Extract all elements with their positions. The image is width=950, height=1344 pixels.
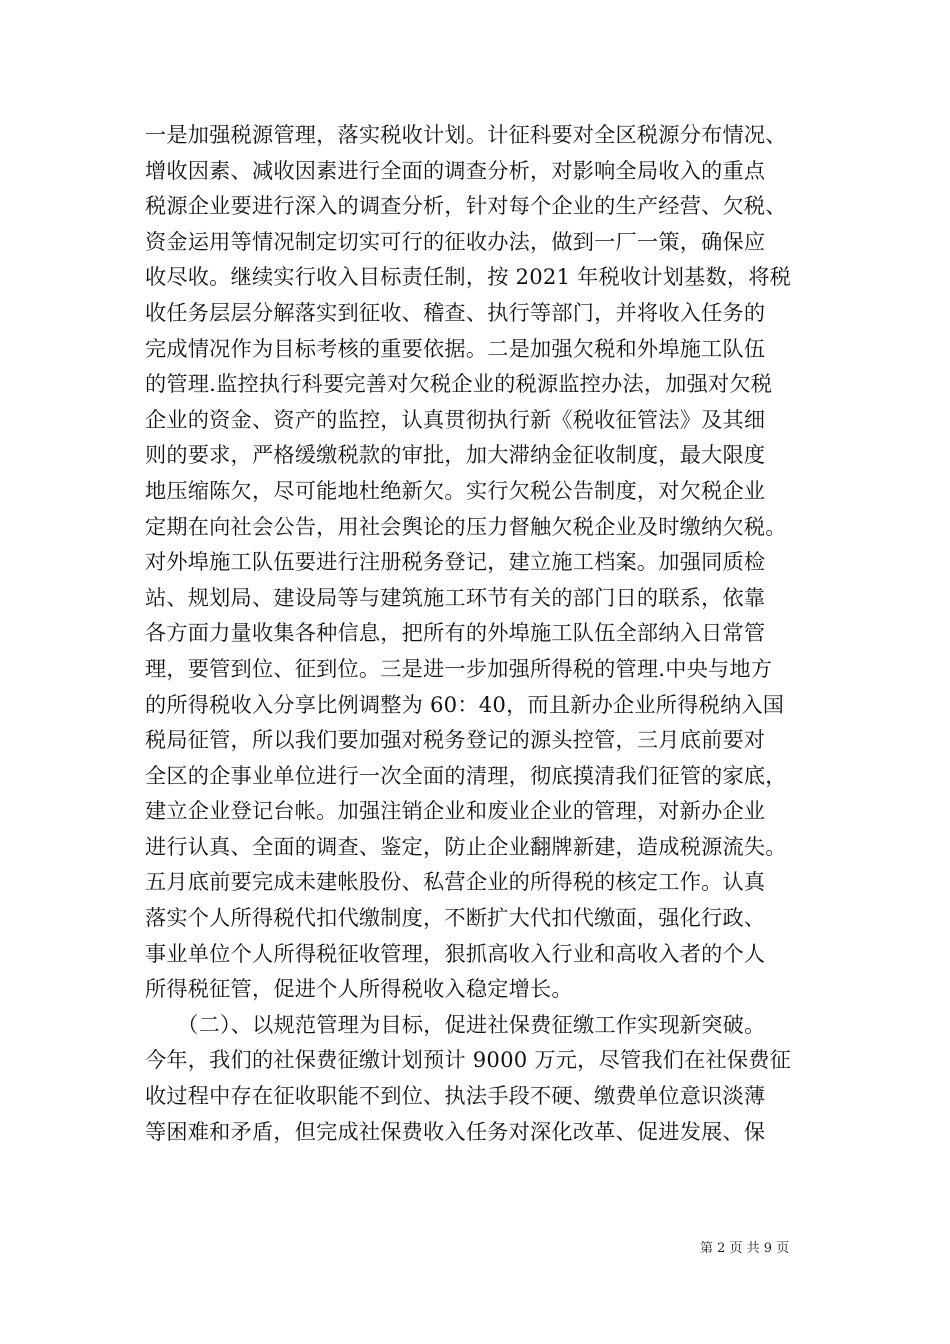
text-line: 地压缩陈欠，尽可能地杜绝新欠。实行欠税公告制度，对欠税企业 [145, 477, 766, 503]
text-line: 则的要求，严格缓缴税款的审批，加大滞纳金征收制度，最大限度 [145, 442, 766, 468]
text-line: 收尽收。继续实行收入目标责任制，按 2021 年税收计划基数，将税 [145, 264, 792, 290]
text-line: 的所得税收入分享比例调整为 60：40，而且新办企业所得税纳入国 [145, 691, 785, 717]
section-heading-line: （二）、以规范管理为目标，促进社保费征缴工作实现新突破。 [145, 1011, 766, 1037]
text-line: 落实个人所得税代扣代缴制度，不断扩大代扣代缴面，强化行政、 [145, 905, 766, 931]
text-line: 税局征管，所以我们要加强对税务登记的源头控管，三月底前要对 [145, 727, 766, 753]
text-line: 完成情况作为目标考核的重要依据。二是加强欠税和外埠施工队伍 [145, 335, 766, 361]
text-line: 建立企业登记台帐。加强注销企业和废业企业的管理，对新办企业 [145, 798, 766, 824]
text-line: 五月底前要完成未建帐股份、私营企业的所得税的核定工作。认真 [145, 869, 766, 895]
text-line: 企业的资金、资产的监控，认真贯彻执行新《税收征管法》及其细 [145, 406, 766, 432]
text-line: 所得税征管，促进个人所得税收入稳定增长。 [145, 976, 573, 1002]
text-line: 各方面力量收集各种信息，把所有的外埠施工队伍全部纳入日常管 [145, 620, 766, 646]
text-line: 收任务层层分解落实到征收、稽查、执行等部门，并将收入任务的 [145, 299, 766, 325]
text-line: 税源企业要进行深入的调查分析，针对每个企业的生产经营、欠税、 [145, 193, 787, 219]
text-line: 定期在向社会公告，用社会舆论的压力督触欠税企业及时缴纳欠税。 [145, 513, 787, 539]
document-body [145, 117, 825, 1149]
text-line: 增收因素、减收因素进行全面的调查分析，对影响全局收入的重点 [145, 157, 766, 183]
text-line: 资金运用等情况制定切实可行的征收办法，做到一厂一策，确保应 [145, 228, 766, 254]
text-line: 事业单位个人所得税征收管理，狠抓高收入行业和高收入者的个人 [145, 940, 766, 966]
text-line: 的管理.监控执行科要完善对欠税企业的税源监控办法，加强对欠税 [145, 371, 773, 397]
text-line: 今年，我们的社保费征缴计划预计 9000 万元，尽管我们在社保费征 [145, 1047, 792, 1073]
text-line: 理，要管到位、征到位。三是进一步加强所得税的管理.中央与地方 [145, 655, 773, 681]
text-line: 进行认真、全面的调查、鉴定，防止企业翻牌新建，造成税源流失。 [145, 833, 787, 859]
page-number: 第 2 页 共 9 页 [700, 1241, 790, 1256]
text-line: 全区的企事业单位进行一次全面的清理，彻底摸清我们征管的家底， [145, 762, 787, 788]
text-line: 等困难和矛盾，但完成社保费收入任务对深化改革、促进发展、保 [145, 1118, 766, 1144]
text-line: 收过程中存在征收职能不到位、执法手段不硬、缴费单位意识淡薄 [145, 1083, 766, 1109]
text-line: 一是加强税源管理，落实税收计划。计征科要对全区税源分布情况、 [145, 122, 787, 147]
text-line: 对外埠施工队伍要进行注册税务登记，建立施工档案。加强同质检 [145, 549, 766, 575]
text-line: 站、规划局、建设局等与建筑施工环节有关的部门日的联系，依靠 [145, 584, 766, 610]
